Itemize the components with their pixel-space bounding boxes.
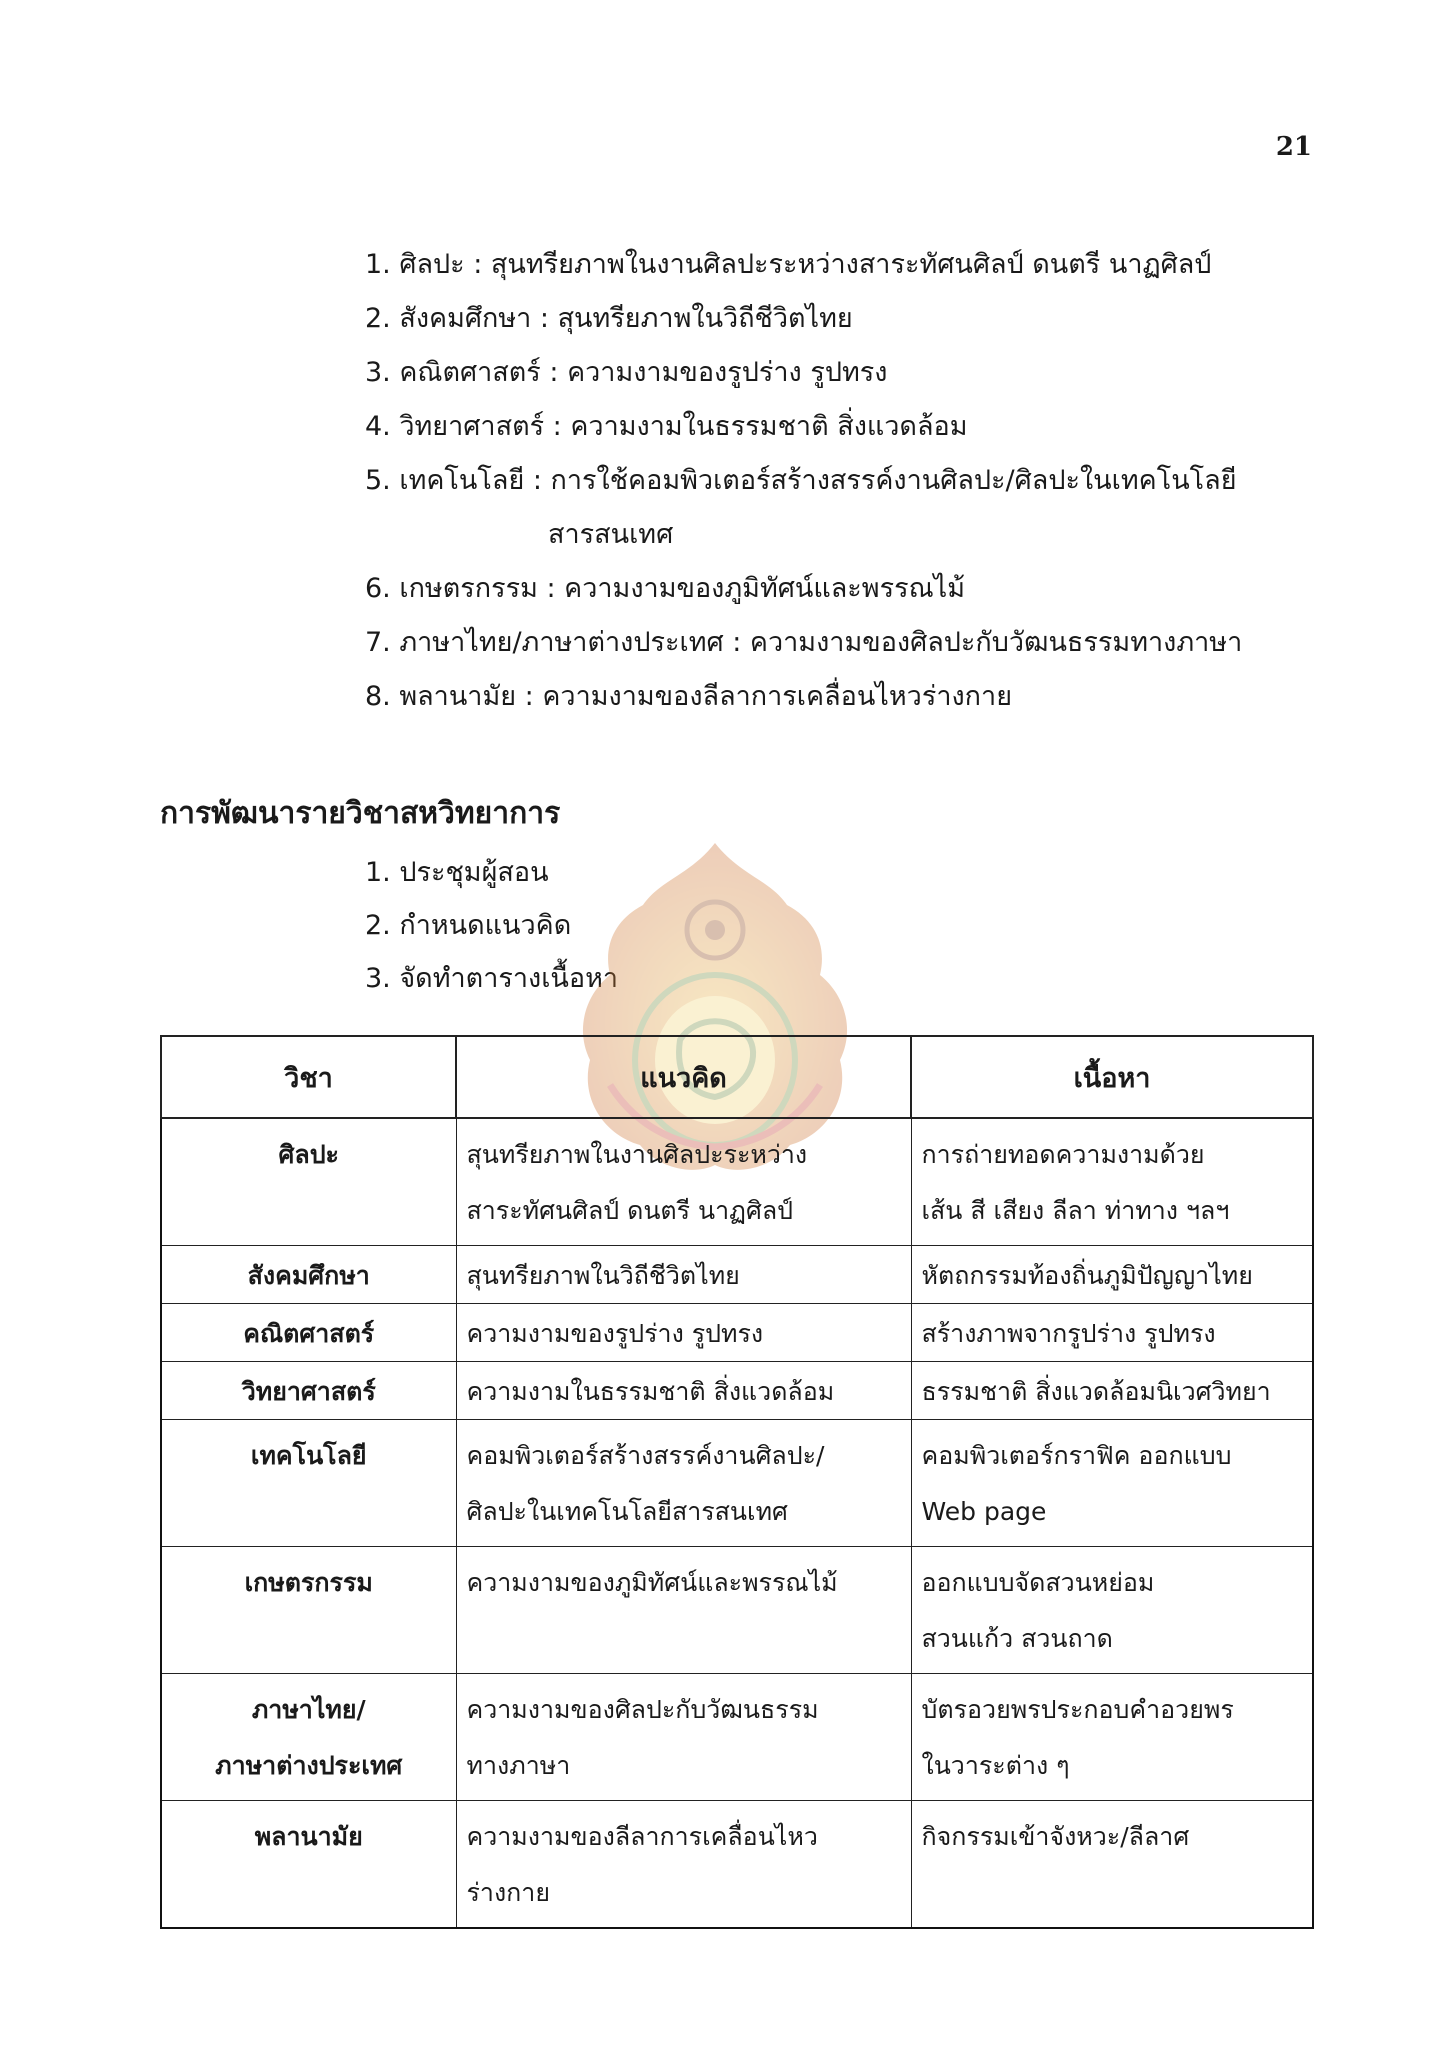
content-cell [911,1547,1313,1674]
cell-line: ภาษาไทย/ [251,1695,366,1724]
content-cell [911,1362,1313,1420]
cell-line: ทางภาษา [466,1751,571,1780]
concept-cell [456,1547,911,1674]
concept-cell [456,1304,911,1362]
cell-line: ในวาระต่าง ๆ [921,1751,1070,1780]
subject-cell [161,1801,456,1929]
cell-line: Web page [921,1497,1047,1526]
list-item: 6. เกษตรกรรม : ความงามของภูมิทัศน์และพรรณไม้ [365,573,966,604]
cell-line: การถ่ายทอดความงามด้วย [921,1140,1205,1169]
cell-line: สร้างภาพจากรูปร่าง รูปทรง [921,1319,1216,1348]
cell-line: ความงามของศิลปะกับวัฒนธรรม [466,1695,819,1724]
cell-line: สุนทรียภาพในวิถีชีวิตไทย [466,1261,740,1290]
list-item: 4. วิทยาศาสตร์ : ความงามในธรรมชาติ สิ่งแวดล้อม [365,411,968,442]
subject-cell [161,1118,456,1246]
table-row [161,1420,1313,1547]
subject-cell [161,1547,456,1674]
cell-line: สุนทรียภาพในงานศิลปะระหว่าง [466,1140,808,1169]
content-cell [911,1246,1313,1304]
list-item: 5. เทคโนโลยี : การใช้คอมพิวเตอร์สร้างสรรค์งานศิลปะ/ศิลปะในเทคโนโลยี [365,465,1237,496]
concept-cell [456,1246,911,1304]
column-header-concept: แนวคิด [456,1036,911,1118]
cell-line: ศิลปะในเทคโนโลยีสารสนเทศ [466,1497,788,1526]
cell-line: หัตถกรรมท้องถิ่นภูมิปัญญาไทย [921,1261,1253,1290]
subject-cell [161,1304,456,1362]
cell-line: คณิตศาสตร์ [243,1319,375,1348]
concept-cell [456,1118,911,1246]
cell-line: คอมพิวเตอร์กราฟิค ออกแบบ [921,1441,1232,1470]
step-item: 3. จัดทำตารางเนื้อหา [365,963,619,994]
section-heading: การพัฒนารายวิชาสหวิทยาการ [160,796,561,831]
cell-line: บัตรอวยพรประกอบคำอวยพร [921,1695,1234,1724]
cell-line: สังคมศึกษา [247,1261,370,1290]
cell-line: ความงามของลีลาการเคลื่อนไหว [466,1822,818,1851]
page-number: 21 [1275,132,1312,162]
table-row [161,1801,1313,1929]
table-row [161,1362,1313,1420]
list-item: 2. สังคมศึกษา : สุนทรียภาพในวิถีชีวิตไทย [365,303,853,334]
concept-cell [456,1674,911,1801]
list-item: 7. ภาษาไทย/ภาษาต่างประเทศ : ความงามของศิลปะกับวัฒนธรรมทางภาษา [365,627,1243,658]
subject-cell [161,1362,456,1420]
content-cell [911,1801,1313,1929]
subject-cell [161,1420,456,1547]
intro-list [365,238,1365,724]
cell-line: พลานามัย [254,1822,363,1851]
cell-line: ความงามของภูมิทัศน์และพรรณไม้ [466,1568,838,1597]
cell-line: ภาษาต่างประเทศ [215,1751,403,1780]
cell-line: เส้น สี เสียง ลีลา ท่าทาง ฯลฯ [921,1196,1230,1225]
content-table [160,1035,1314,1929]
cell-line: วิทยาศาสตร์ [241,1377,376,1406]
list-item: 8. พลานามัย : ความงามของลีลาการเคลื่อนไหวร่างกาย [365,681,1013,712]
step-item: 1. ประชุมผู้สอน [365,857,549,888]
cell-line: กิจกรรมเข้าจังหวะ/ลีลาศ [921,1822,1190,1851]
list-item-continuation: สารสนเทศ [548,519,674,550]
table-row [161,1118,1313,1246]
cell-line: สวนแก้ว สวนถาด [921,1624,1113,1653]
table-row [161,1674,1313,1801]
cell-line: ธรรมชาติ สิ่งแวดล้อมนิเวศวิทยา [921,1377,1271,1406]
content-cell [911,1674,1313,1801]
list-item: 1. ศิลปะ : สุนทรียภาพในงานศิลปะระหว่างสาระทัศนศิลป์ ดนตรี นาฏศิลป์ [365,249,1212,280]
cell-line: ออกแบบจัดสวนหย่อม [921,1568,1155,1597]
cell-line: ความงามของรูปร่าง รูปทรง [466,1319,764,1348]
content-cell [911,1118,1313,1246]
table-row [161,1246,1313,1304]
list-item: 3. คณิตศาสตร์ : ความงามของรูปร่าง รูปทรง [365,357,888,388]
table-header-row [161,1036,1313,1118]
column-header-subject: วิชา [161,1036,456,1118]
cell-line: ความงามในธรรมชาติ สิ่งแวดล้อม [466,1377,835,1406]
subject-cell [161,1246,456,1304]
content-cell [911,1420,1313,1547]
cell-line: เกษตรกรรม [244,1568,373,1597]
concept-cell [456,1362,911,1420]
concept-cell [456,1801,911,1929]
cell-line: เทคโนโลยี [250,1441,367,1470]
step-item: 2. กำหนดแนวคิด [365,910,572,941]
concept-cell [456,1420,911,1547]
cell-line: ร่างกาย [466,1878,550,1907]
cell-line: คอมพิวเตอร์สร้างสรรค์งานศิลปะ/ [466,1441,825,1470]
content-cell [911,1304,1313,1362]
table-row [161,1547,1313,1674]
subject-cell [161,1674,456,1801]
cell-line: ศิลปะ [278,1140,339,1169]
table-row [161,1304,1313,1362]
column-header-content: เนื้อหา [911,1036,1313,1118]
cell-line: สาระทัศนศิลป์ ดนตรี นาฏศิลป์ [466,1196,794,1225]
